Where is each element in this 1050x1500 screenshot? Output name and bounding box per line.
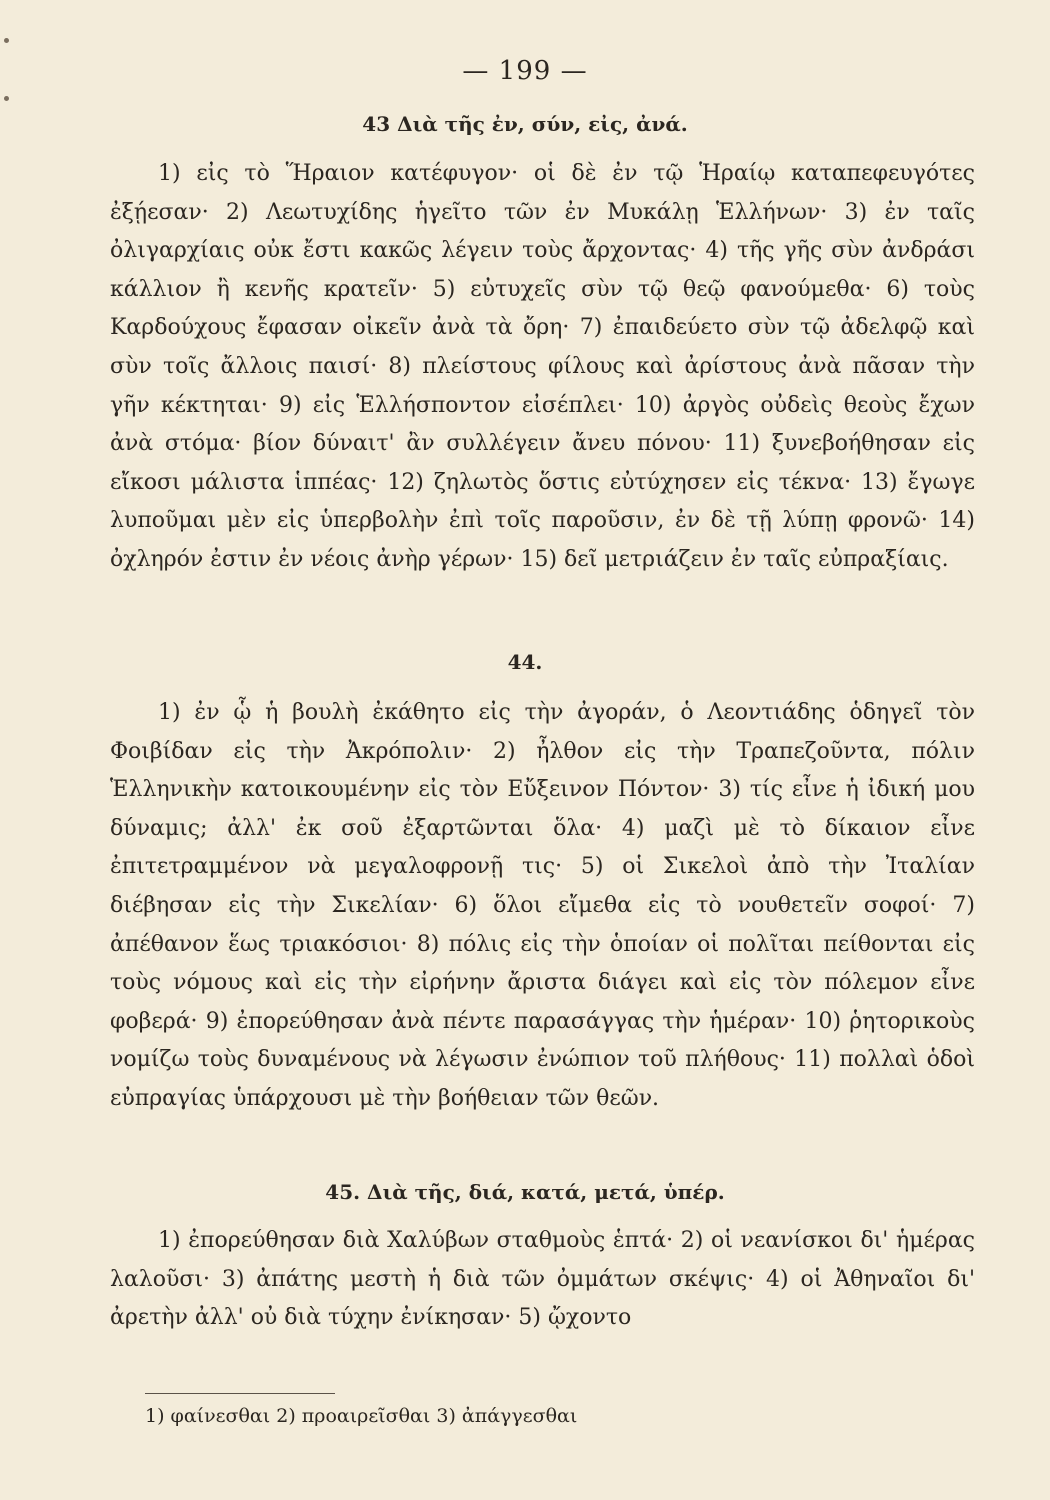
section-text-45: 1) ἐπορεύθησαν διὰ Χαλύβων σταθμοὺς ἑπτά· 2) οἱ νεανίσκοι δι' ἡμέρας λαλοῦσι· 3) ἀπάτης μεστὴ ἡ διὰ τῶν ὀμμάτων σκέψις· 4) οἱ Ἀθηναῖοι δι' ἀρετὴν ἀλλ' οὐ διὰ τύχην ἐνίκησαν· 5) ᾤχοντο [110, 1228, 975, 1331]
page-number: — 199 — [462, 56, 588, 86]
footnote-rule [145, 1393, 335, 1394]
page-speck [4, 96, 9, 101]
page-speck [4, 38, 9, 43]
section-text-43: 1) εἰς τὸ Ἥραιον κατέφυγον· οἱ δὲ ἐν τῷ Ἡραίῳ καταπεφευγότες ἐξῄεσαν· 2) Λεωτυχίδης ἡγεῖτο τῶν ἐν Μυκάλῃ Ἑλλήνων· 3) ἐν ταῖς ὀλιγαρχίαις οὐκ ἔστι κακῶς λέγειν τοὺς ἄρχοντας· 4) τῆς γῆς σὺν ἀνδράσι κάλλιον ἢ κενῆς κρατεῖν· 5) εὐτυχεῖς σὺν τῷ θεῷ φανούμεθα· 6) τοὺς Καρδούχους ἔφασαν οἰκεῖν ἀνὰ τὰ ὄρη· 7) ἐπαιδεύετο σὺν τῷ ἀδελφῷ καὶ σὺν τοῖς ἄλλοις παισί· 8) πλείστους φίλους καὶ ἀρίστους ἀνὰ πᾶσαν τὴν γῆν κέκτηται· 9) εἰς Ἑλλήσποντον εἰσέπλει· 10) ἀργὸς οὐδεὶς θεοὺς ἔχων ἀνὰ στόμα· βίον δύναιτ' ἂν συλλέγειν ἄνευ πόνου· 11) ξυνεβοήθησαν εἰς εἴκοσι μάλιστα ἱππέας· 12) ζηλωτὸς ὅστις εὐτύχησεν εἰς τέκνα· 13) ἔγωγε λυποῦμαι μὲν εἰς ὑπερβολὴν ἐπὶ τοῖς παροῦσιν, ἐν δὲ τῇ λύπῃ φρονῶ· 14) ὀχληρόν ἐστιν ἐν νέοις ἀνὴρ γέρων· 15) δεῖ μετριάζειν ἐν ταῖς εὐπραξίαις. [110, 161, 975, 572]
section-text-44: 1) ἐν ᾧ ἡ βουλὴ ἐκάθητο εἰς τὴν ἀγοράν, ὁ Λεοντιάδης ὁδηγεῖ τὸν Φοιβίδαν εἰς τὴν Ἀκρόπολιν· 2) ἦλθον εἰς τὴν Τραπεζοῦντα, πόλιν Ἑλληνικὴν κατοικουμένην εἰς τὸν Εὔξεινον Πόντον· 3) τίς εἶνε ἡ ἰδική μου δύναμις; ἀλλ' ἐκ σοῦ ἐξαρτῶνται ὅλα· 4) μαζὶ μὲ τὸ δίκαιον εἶνε ἐπιτετραμμένον νὰ μεγαλοφρονῇ τις· 5) οἱ Σικελοὶ ἀπὸ τὴν Ἰταλίαν διέβησαν εἰς τὴν Σικελίαν· 6) ὅλοι εἴμεθα εἰς τὸ νουθετεῖν σοφοί· 7) ἀπέθανον ἕως τριακόσιοι· 8) πόλις εἰς τὴν ὁποίαν οἱ πολῖται πείθονται εἰς τοὺς νόμους καὶ εἰς τὴν εἰρήνην ἄριστα διάγει καὶ εἰς τὸν πόλεμον εἶνε φοβερά· 9) ἐπορεύθησαν ἀνὰ πέντε παρασάγγας τὴν ἡμέραν· 10) ῥητορικοὺς νομίζω τοὺς δυναμένους νὰ λέγωσιν ἐνώπιον τοῦ πλήθους· 11) πολλαὶ ὁδοὶ εὐπραγίας ὑπάρχουσι μὲ τὴν βοήθειαν τῶν θεῶν. [110, 700, 975, 1111]
section-heading-43: 43 Διὰ τῆς ἐν, σύν, εἰς, ἀνά. [362, 112, 688, 136]
section-heading-44: 44. [507, 650, 543, 674]
footnote: 1) φαίνεσθαι 2) προαιρεῖσθαι 3) ἀπάγγεσθαι [145, 1405, 578, 1427]
section-heading-45: 45. Διὰ τῆς, διά, κατά, μετά, ὑπέρ. [325, 1180, 725, 1204]
